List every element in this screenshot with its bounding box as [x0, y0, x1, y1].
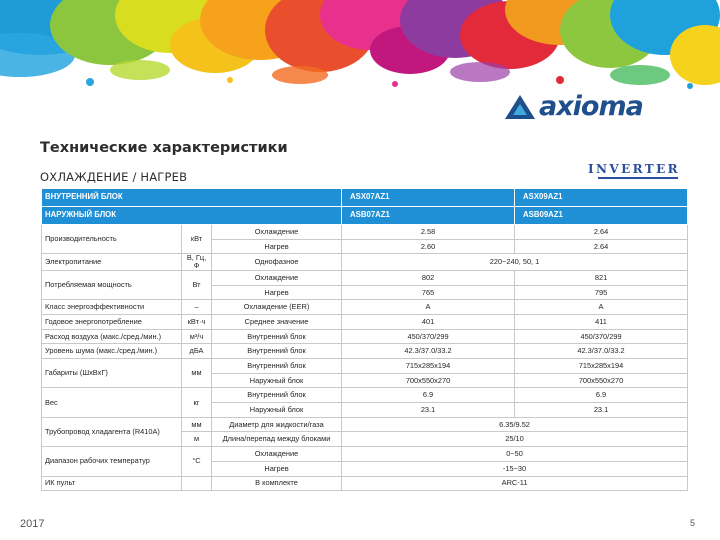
value-a: 450/370/299 — [342, 329, 515, 344]
param-name: Габариты (ШхВхГ) — [42, 359, 182, 388]
param-name: Производительность — [42, 225, 182, 254]
value-shared: 220~240, 50, 1 — [342, 254, 688, 271]
param-unit: кВт — [182, 225, 212, 254]
table-row — [42, 329, 688, 344]
value-a: 802 — [342, 270, 515, 285]
param-unit: м — [182, 432, 212, 447]
header-row-indoor — [42, 189, 688, 207]
value-a: 765 — [342, 285, 515, 300]
param-unit: кВт·ч — [182, 314, 212, 329]
param-unit: дБА — [182, 344, 212, 359]
param-mode: Охлаждение — [212, 270, 342, 285]
param-unit: °C — [182, 447, 212, 476]
value-a: 2.58 — [342, 225, 515, 240]
value-a: 2.60 — [342, 239, 515, 254]
value-a: A — [342, 300, 515, 315]
param-mode: Однофазное — [212, 254, 342, 271]
value-a: 42.3/37.0/33.2 — [342, 344, 515, 359]
table-row — [42, 447, 688, 462]
param-mode: Внутренний блок — [212, 329, 342, 344]
value-b: 715x285x194 — [515, 359, 688, 374]
axioma-logo — [503, 92, 673, 122]
value-b: 700x550x270 — [515, 373, 688, 388]
param-unit: мм — [182, 359, 212, 388]
header-outdoor-model-a: ASB07AZ1 — [342, 207, 515, 225]
value-a: 23.1 — [342, 403, 515, 418]
header-indoor-model-b: ASX09AZ1 — [515, 189, 688, 207]
value-b: 795 — [515, 285, 688, 300]
table-row — [42, 344, 688, 359]
param-name: Трубопровод хладагента (R410A) — [42, 417, 182, 446]
section-subtitle: ОХЛАЖДЕНИЕ / НАГРЕВ — [40, 170, 188, 184]
header-outdoor-model-b: ASB09AZ1 — [515, 207, 688, 225]
param-name: Годовое энергопотребление — [42, 314, 182, 329]
param-unit: В, Гц, Ф — [182, 254, 212, 271]
value-shared: 6.35/9.52 — [342, 417, 688, 432]
value-b: 411 — [515, 314, 688, 329]
value-b: 450/370/299 — [515, 329, 688, 344]
value-b: 2.64 — [515, 239, 688, 254]
value-shared: 25/10 — [342, 432, 688, 447]
param-mode: Нагрев — [212, 285, 342, 300]
param-mode: Охлаждение — [212, 447, 342, 462]
axioma-logo-text: axioma — [539, 91, 643, 122]
table-row — [42, 254, 688, 271]
param-unit: мм — [182, 417, 212, 432]
value-b: 42.3/37.0/33.2 — [515, 344, 688, 359]
value-b: 6.9 — [515, 388, 688, 403]
table-row — [42, 225, 688, 240]
param-unit — [182, 476, 212, 491]
param-mode: Длина/перепад между блоками — [212, 432, 342, 447]
color-splash-banner — [0, 0, 720, 95]
param-name: Класс энергоэффективности — [42, 300, 182, 315]
footer-year: 2017 — [20, 518, 45, 530]
param-unit: м³/ч — [182, 329, 212, 344]
value-a: 401 — [342, 314, 515, 329]
value-shared: -15~30 — [342, 461, 688, 476]
param-unit: Вт — [182, 270, 212, 299]
param-mode: Внутренний блок — [212, 388, 342, 403]
param-name: Уровень шума (макс./сред./мин.) — [42, 344, 182, 359]
header-indoor-model-a: ASX07AZ1 — [342, 189, 515, 207]
value-a: 6.9 — [342, 388, 515, 403]
table-row — [42, 270, 688, 285]
value-a: 700x550x270 — [342, 373, 515, 388]
inverter-logo — [584, 160, 680, 182]
param-mode: Наружный блок — [212, 373, 342, 388]
param-mode: В комплекте — [212, 476, 342, 491]
table-row — [42, 300, 688, 315]
param-unit: – — [182, 300, 212, 315]
value-b: 2.64 — [515, 225, 688, 240]
value-b: A — [515, 300, 688, 315]
inverter-logo-underline — [598, 177, 678, 179]
param-mode: Нагрев — [212, 239, 342, 254]
param-name: Диапазон рабочих температур — [42, 447, 182, 476]
param-name: Расход воздуха (макс./сред./мин.) — [42, 329, 182, 344]
spec-table — [41, 188, 688, 491]
param-mode: Наружный блок — [212, 403, 342, 418]
axioma-logo-mark-icon — [503, 93, 537, 121]
value-b: 821 — [515, 270, 688, 285]
table-row — [42, 359, 688, 374]
header-outdoor-label: НАРУЖНЫЙ БЛОК — [42, 207, 342, 225]
value-shared: 0~50 — [342, 447, 688, 462]
param-mode: Внутренний блок — [212, 359, 342, 374]
table-row — [42, 388, 688, 403]
param-mode: Охлаждение — [212, 225, 342, 240]
param-mode: Внутренний блок — [212, 344, 342, 359]
table-row — [42, 314, 688, 329]
value-a: 715x285x194 — [342, 359, 515, 374]
param-unit: кг — [182, 388, 212, 417]
param-mode: Диаметр для жидкости/газа — [212, 417, 342, 432]
page-number: 5 — [690, 518, 696, 528]
table-row — [42, 417, 688, 432]
value-shared: ARC-11 — [342, 476, 688, 491]
header-row-outdoor — [42, 207, 688, 225]
param-name: Потребляемая мощность — [42, 270, 182, 299]
inverter-logo-text: INVERTER — [588, 162, 681, 176]
param-mode: Нагрев — [212, 461, 342, 476]
param-mode: Среднее значение — [212, 314, 342, 329]
table-row — [42, 476, 688, 491]
param-name: Электропитание — [42, 254, 182, 271]
param-mode: Охлаждение (EER) — [212, 300, 342, 315]
header-indoor-label: ВНУТРЕННИЙ БЛОК — [42, 189, 342, 207]
page-title: Технические характеристики — [40, 140, 288, 156]
value-b: 23.1 — [515, 403, 688, 418]
param-name: ИК пульт — [42, 476, 182, 491]
param-name: Вес — [42, 388, 182, 417]
